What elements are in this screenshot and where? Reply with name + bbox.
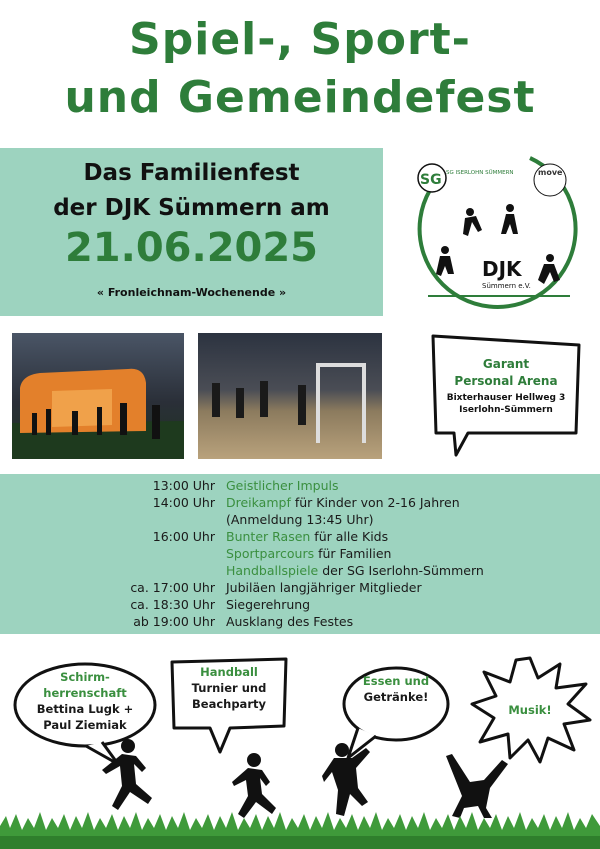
bubble-line: Musik!	[508, 703, 552, 717]
venue-line-2: Personal Arena	[454, 374, 558, 388]
event-date: 21.06.2025	[64, 225, 319, 271]
bubble-music-text	[480, 702, 580, 718]
event-subtitle: « Fronleichnam-Wochenende »	[96, 286, 287, 299]
title-line-2: und Gemeindefest	[64, 72, 536, 123]
schedule-time: ca. 17:00 Uhr	[130, 580, 215, 595]
family-line-1: Das Familienfest	[83, 160, 300, 186]
family-line-2: der DJK Sümmern am	[53, 195, 330, 221]
running-kid-icon	[98, 736, 160, 816]
venue-line-1: Garant	[482, 357, 530, 371]
schedule-text: der SG Iserlohn-Sümmern	[318, 563, 484, 578]
venue-street: Bixterhauser Hellweg 3	[446, 393, 566, 403]
schedule-time: ab 19:00 Uhr	[133, 614, 215, 629]
cartwheel-kid-icon	[440, 752, 510, 820]
bubble-line: Bettina Lugk +	[36, 702, 134, 716]
djk-text: DJK	[482, 257, 522, 281]
grass-strip	[0, 812, 600, 849]
club-text: Sümmern e.V.	[482, 282, 531, 290]
schedule-text: für Kinder von 2-16 Jahren	[290, 495, 460, 510]
schedule-text: für alle Kids	[310, 529, 389, 544]
schedule-time: ca. 18:30 Uhr	[130, 597, 215, 612]
schedule-highlight: Sportparcours	[226, 546, 315, 561]
schedule-text: Jubiläen langjähriger Mitglieder	[226, 580, 422, 595]
bubble-line: Handball	[200, 665, 258, 679]
bubble-patronage-text	[20, 669, 150, 733]
bubble-handball-text	[172, 664, 286, 712]
schedule-text: Ausklang des Festes	[226, 614, 354, 629]
sg-text: SG ISERLOHN SÜMMERN	[446, 170, 514, 176]
jumping-girl-icon	[322, 742, 374, 820]
sg-label: SG	[420, 172, 442, 188]
club-logo	[410, 150, 580, 312]
schedule-time: 14:00 Uhr	[152, 495, 215, 510]
move-text: move	[538, 168, 563, 177]
schedule-text: (Anmeldung 13:45 Uhr)	[226, 512, 374, 527]
schedule-time: 16:00 Uhr	[152, 529, 215, 544]
bubble-line: herrenschaft	[43, 686, 127, 700]
title-line-1: Spiel-, Sport-	[129, 14, 471, 65]
schedule-text: Siegerehrung	[226, 597, 311, 612]
bubble-line: Turnier und	[191, 681, 267, 695]
bubble-line: Essen und	[362, 674, 430, 688]
schedule-highlight: Geistlicher Impuls	[226, 478, 339, 493]
venue-city: Iserlohn-Sümmern	[459, 405, 553, 415]
photo-beach-handball	[198, 333, 382, 459]
schedule-highlight: Bunter Rasen	[226, 529, 311, 544]
bubble-line: Getränke!	[363, 690, 429, 704]
schedule-time: 13:00 Uhr	[152, 478, 215, 493]
photo-bouncy-castle	[12, 333, 184, 459]
bubble-food-text	[344, 673, 448, 705]
bubble-line: Paul Ziemiak	[43, 718, 127, 732]
bubble-line: Schirm-	[60, 670, 110, 684]
schedule-highlight: Handballspiele	[226, 563, 319, 578]
schedule-text: für Familien	[314, 546, 392, 561]
schedule-highlight: Dreikampf	[226, 495, 291, 510]
bubble-line: Beachparty	[192, 697, 266, 711]
